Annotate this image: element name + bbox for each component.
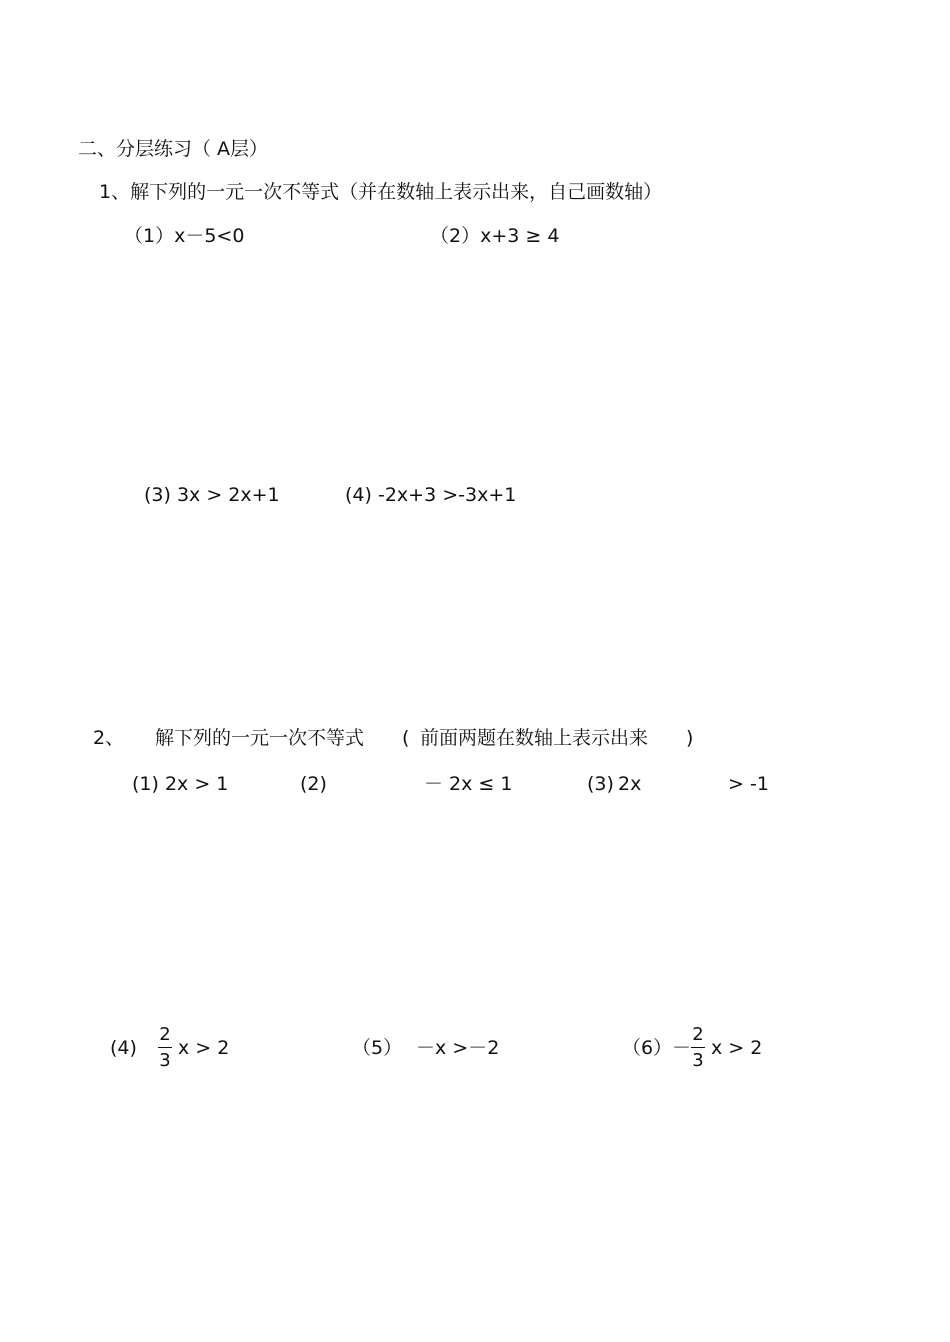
q2-item-6-expr: x > 2 — [711, 1037, 763, 1059]
fraction-bar — [158, 1047, 172, 1048]
q2-item-6-fraction-numerator: 2 — [692, 1024, 704, 1045]
question-2-note-open: ( — [402, 727, 410, 749]
section-heading: 二、分层练习（ A层） — [78, 138, 269, 160]
q2-item-3-label: (3) — [587, 773, 614, 795]
q2-item-1-label: (1) — [132, 773, 159, 795]
q1-item-2 — [430, 227, 559, 246]
q1-item-4-expr: -2x+3 >-3x+1 — [377, 484, 517, 506]
q2-item-6-fraction — [691, 1026, 705, 1070]
question-1-title: 1、解下列的一元一次不等式（并在数轴上表示出来，自己画数轴） — [99, 181, 663, 203]
q2-item-6-sign: － — [672, 1037, 692, 1059]
question-2-number: 2、 — [93, 727, 125, 749]
q2-item-5-expr: －x >－2 — [416, 1037, 500, 1059]
q2-item-4-fraction-denominator: 3 — [159, 1050, 171, 1071]
q2-item-4-fraction-numerator: 2 — [159, 1024, 171, 1045]
q2-item-2-expr: － 2x ≤ 1 — [424, 773, 513, 795]
q2-item-1 — [132, 775, 228, 794]
q1-item-1 — [124, 227, 244, 246]
q1-item-4-label: (4) — [345, 484, 372, 506]
q2-item-4-fraction — [158, 1026, 172, 1070]
q1-item-3-label: (3) — [144, 484, 171, 506]
q1-item-2-label: （2） — [430, 225, 481, 247]
q1-item-4 — [345, 486, 516, 505]
q2-item-3-expr-b: > -1 — [728, 773, 769, 795]
question-2-note-close: ) — [686, 727, 694, 749]
q2-item-4-label: (4) — [110, 1037, 137, 1059]
q2-item-2-label: (2) — [300, 773, 327, 795]
q2-item-4-expr: x > 2 — [178, 1037, 230, 1059]
q2-item-3-expr-a: 2x — [618, 773, 642, 795]
q2-item-5-label: （5） — [352, 1037, 403, 1059]
q1-item-2-expr: x+3 ≥ 4 — [480, 225, 560, 247]
q2-item-6-label: （6） — [622, 1037, 673, 1059]
question-2-title: 解下列的一元一次不等式 — [155, 727, 365, 749]
q2-item-1-expr: 2x > 1 — [164, 773, 229, 795]
q1-item-3-expr: 3x > 2x+1 — [176, 484, 280, 506]
q1-item-3 — [144, 486, 280, 505]
q1-item-1-label: （1） — [124, 225, 175, 247]
question-2-note: 前面两题在数轴上表示出来 — [420, 727, 649, 749]
q1-item-1-expr: x－5<0 — [174, 225, 245, 247]
q2-item-6-fraction-denominator: 3 — [692, 1050, 704, 1071]
fraction-bar — [691, 1047, 705, 1048]
